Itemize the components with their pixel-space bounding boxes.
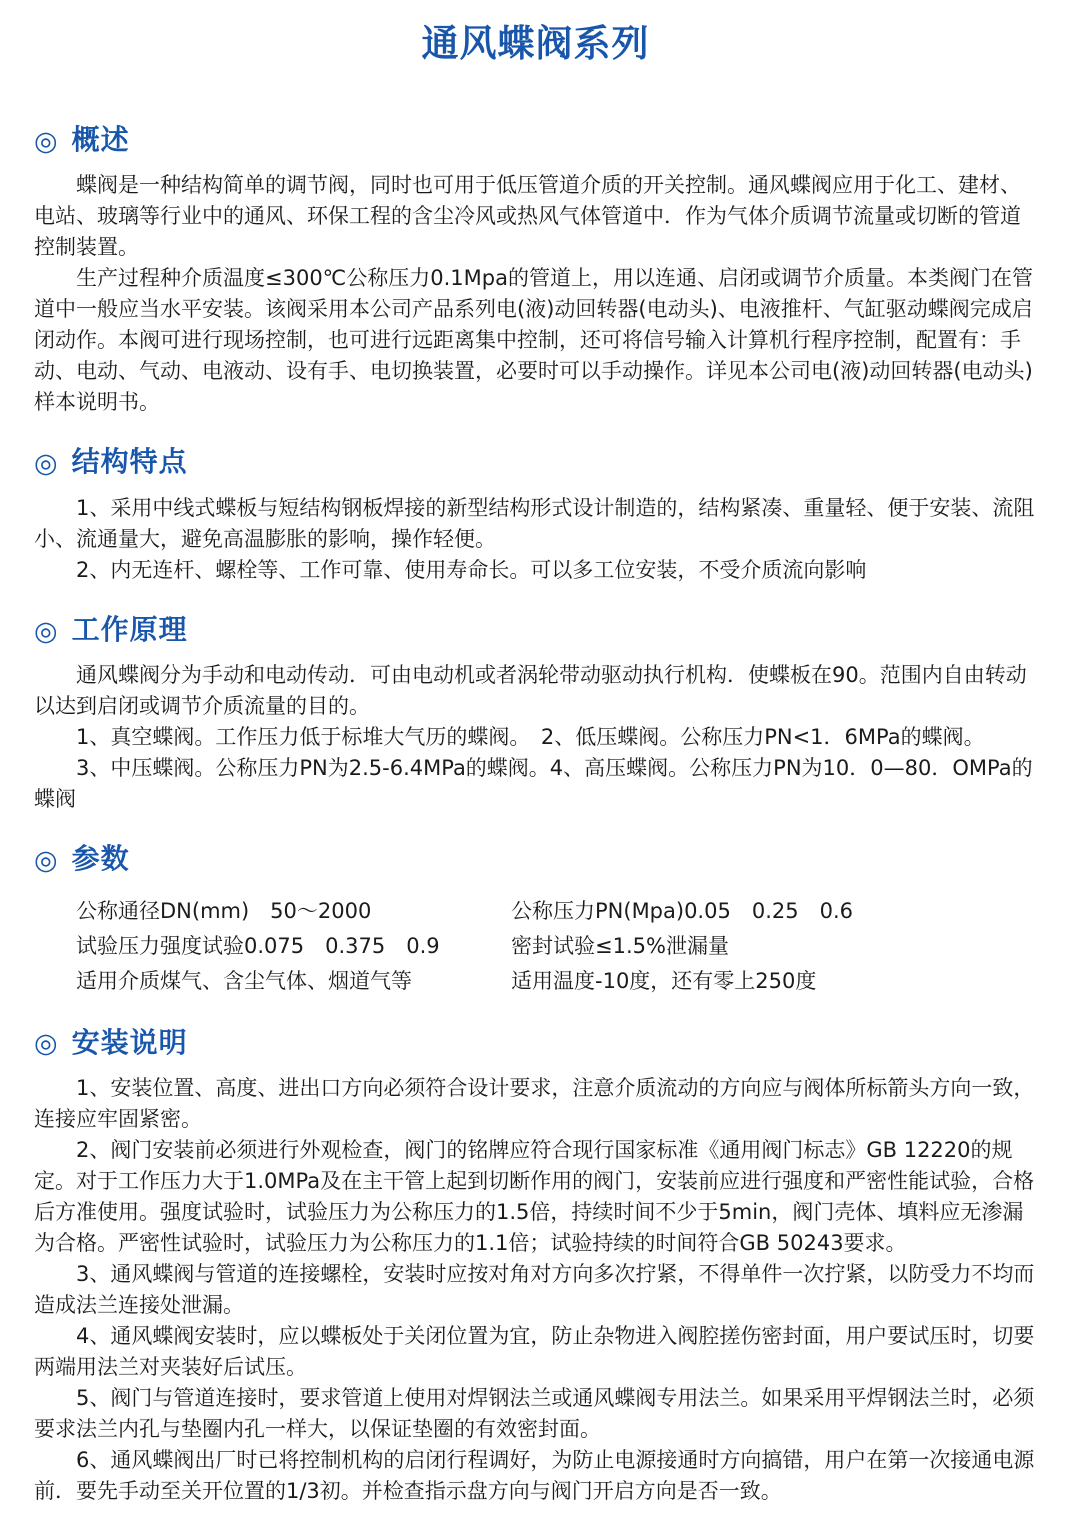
section-principle xyxy=(34,612,1037,815)
section-heading-principle xyxy=(34,612,1037,648)
parameters-column-left xyxy=(34,894,511,999)
installation-item: 3、通风蝶阀与管道的连接螺栓，安装时应按对角对方向多次拧紧，不得单件一次拧紧，以防受力不均而造成法兰连接处泄漏。 xyxy=(34,1262,1035,1318)
section-title: 参数 xyxy=(71,842,130,876)
overview-paragraph: 蝶阀是一种结构简单的调节阀，同时也可用于低压管道介质的开关控制。通风蝶阀应用于化工、建材、电站、玻璃等行业中的通风、环保工程的含尘冷风或热风气体管道中．作为气体介质调节流量或切断的管道控制装置。 xyxy=(34,173,1021,260)
parameter-row: 适用温度-10度，还有零上250度 xyxy=(511,968,817,993)
section-heading-installation xyxy=(34,1025,1037,1061)
section-heading-overview xyxy=(34,122,1037,158)
installation-item: 5、阀门与管道连接时，要求管道上使用对焊钢法兰或通风蝶阀专用法兰。如果采用平焊钢法兰时，必须要求法兰内孔与垫圈内孔一样大，以保证垫圈的有效密封面。 xyxy=(34,1386,1035,1442)
parameter-row: 公称压力PN(Mpa)0.05 0.25 0.6 xyxy=(511,898,853,923)
principle-item: 1、真空蝶阀。工作压力低于标堆大气历的蝶阀。 2、低压蝶阀。公称压力PN<1．6MPa的蝶阀。 xyxy=(76,725,985,750)
section-heading-features xyxy=(34,444,1037,480)
parameters-table xyxy=(34,894,1037,999)
feature-item: 2、内无连杆、螺栓等、工作可靠、使用寿命长。可以多工位安装，不受介质流向影响 xyxy=(76,557,867,582)
section-marker-icon: ◎ xyxy=(34,844,59,876)
installation-item: 6、通风蝶阀出厂时已将控制机构的启闭行程调好，为防止电源接通时方向搞错，用户在第一次接通电源前．要先手动至关开位置的1/3初。并检查指示盘方向与阀门开启方向是否一致。 xyxy=(34,1448,1035,1504)
principle-intro: 通风蝶阀分为手动和电动传动．可由电动机或者涡轮带动驱动执行机构．使蝶板在90。范围内自由转动以达到启闭或调节介质流量的目的。 xyxy=(34,663,1027,719)
section-marker-icon: ◎ xyxy=(34,1028,59,1060)
parameters-column-right xyxy=(511,894,1037,999)
parameter-row: 适用介质煤气、含尘气体、烟道气等 xyxy=(76,968,412,993)
section-overview xyxy=(34,122,1037,418)
section-title: 工作原理 xyxy=(71,612,188,646)
section-marker-icon: ◎ xyxy=(34,125,59,157)
section-features xyxy=(34,444,1037,585)
section-title: 结构特点 xyxy=(71,445,188,479)
section-title: 安装说明 xyxy=(71,1025,188,1059)
installation-item: 4、通风蝶阀安装时，应以蝶板处于关闭位置为宜，防止杂物进入阀腔搓伤密封面，用户要试压时，切要两端用法兰对夹装好后试压。 xyxy=(34,1324,1035,1380)
parameter-row: 试验压力强度试验0.075 0.375 0.9 xyxy=(76,933,440,958)
installation-item: 2、阀门安装前必须进行外观检查，阀门的铭牌应符合现行国家标准《通用阀门标志》GB 12220的规定。对于工作压力大于1.0MPa及在主干管上起到切断作用的阀门，安装前应进行强度和严密性能试验，合格后方准使用。强度试验时，试验压力为公称压力的1.5倍，持续时间不少于5min，阀门壳体、填料应无渗漏为合格。严密性试验时，试验压力为公称压力的1.1倍；试验持续的时间符合GB 50243要求。 xyxy=(34,1138,1035,1256)
parameter-row: 密封试验≤1.5%泄漏量 xyxy=(511,933,729,958)
section-marker-icon: ◎ xyxy=(34,448,59,480)
page-title: 通风蝶阀系列 xyxy=(421,22,650,65)
feature-item: 1、采用中线式蝶板与短结构钢板焊接的新型结构形式设计制造的，结构紧凑、重量轻、便于安装、流阻小、流通量大，避免高温膨胀的影响，操作轻便。 xyxy=(34,495,1035,551)
principle-item: 3、中压蝶阀。公称压力PN为2.5-6.4MPa的蝶阀。4、高压蝶阀。公称压力PN为10．0—80．OMPa的蝶阀 xyxy=(34,756,1033,812)
section-installation xyxy=(34,1025,1037,1507)
section-parameters xyxy=(34,841,1037,998)
section-marker-icon: ◎ xyxy=(34,615,59,647)
overview-paragraph: 生产过程种介质温度≤300℃公称压力0.1Mpa的管道上，用以连通、启闭或调节介质量。本类阀门在管道中一般应当水平安装。该阀采用本公司产品系列电(液)动回转器(电动头)、电液推杆、气缸驱动蝶阀完成启闭动作。本阀可进行现场控制，也可进行远距离集中控制，还可将信号输入计算机行程序控制，配置有：手动、电动、气动、电液动、设有手、电切换装置，必要时可以手动操作。详见本公司电(液)动回转器(电动头)样本说明书。 xyxy=(34,266,1033,415)
section-title: 概述 xyxy=(71,123,130,157)
section-heading-parameters xyxy=(34,841,1037,877)
installation-item: 1、安装位置、高度、进出口方向必须符合设计要求，注意介质流动的方向应与阀体所标箭头方向一致，连接应牢固紧密。 xyxy=(34,1076,1035,1132)
parameter-row: 公称通径DN(mm) 50～2000 xyxy=(76,898,372,923)
